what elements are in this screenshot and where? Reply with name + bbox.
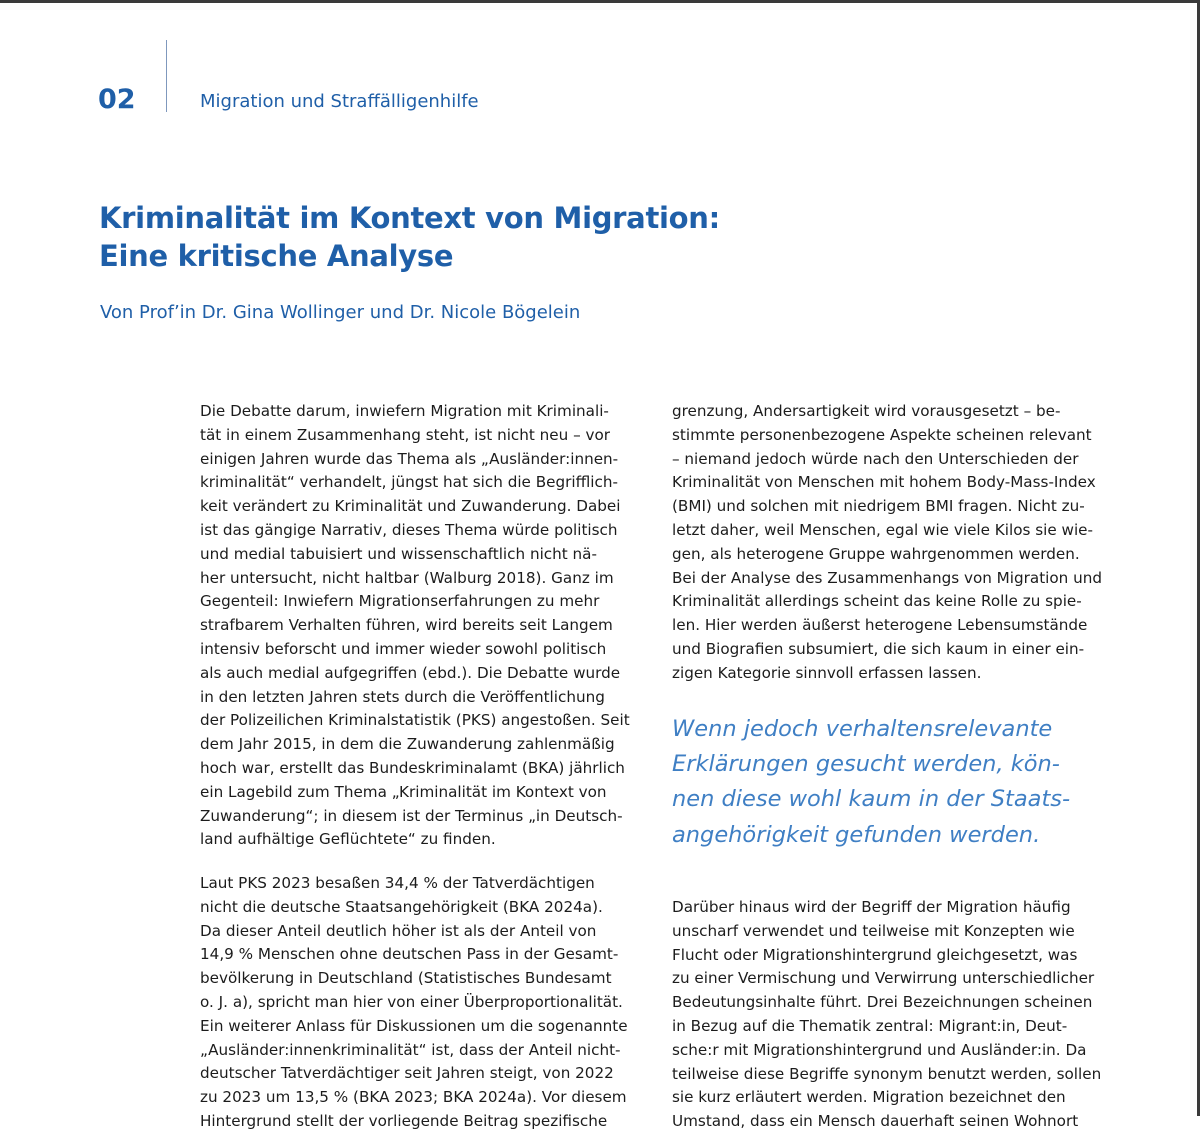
pull-quote-line: Wenn jedoch verhaltensrelevante — [672, 716, 1053, 742]
text-line: Darüber hinaus wird der Begriff der Migration häufig — [672, 898, 1071, 916]
text-line: stimmte personenbezogene Aspekte scheinen relevant — [672, 425, 1092, 444]
header-divider — [166, 40, 167, 112]
text-line: tät in einem Zusammenhang steht, ist nicht neu – vor — [200, 425, 611, 444]
text-line: grenzung, Andersartigkeit wird vorausgesetzt – be- — [672, 402, 1061, 420]
text-line: „Ausländer:innenkriminalität“ ist, dass der Anteil nicht- — [200, 1040, 621, 1059]
text-line: her untersucht, nicht haltbar (Walburg 2018). Ganz im — [200, 568, 614, 587]
text-line: Ein weiterer Anlass für Diskussionen um die sogenannte — [200, 1016, 628, 1035]
pull-quote-line: nen diese wohl kaum in der Staats- — [672, 786, 1071, 813]
right-column-paragraph-1 — [672, 400, 1142, 686]
text-line: (BMI) und solchen mit niedrigem BMI fragen. Nicht zu- — [672, 497, 1085, 516]
text-line: len. Hier werden äußerst heterogene Lebensumstände — [672, 616, 1088, 635]
text-line: zu 2023 um 13,5 % (BKA 2023; BKA 2024a). Vor diesem — [200, 1088, 627, 1107]
text-line: o. J. a), spricht man hier von einer Überproportionalität. — [200, 992, 623, 1011]
text-line: unscharf verwendet und teilweise mit Konzepten wie — [672, 921, 1075, 940]
text-line: ist das gängige Narrativ, dieses Thema würde politisch — [200, 520, 618, 539]
text-line: kriminalität“ verhandelt, jüngst hat sich die Begrifflich- — [200, 473, 618, 492]
text-line: land aufhältige Geflüchtete“ zu finden. — [200, 830, 496, 849]
text-line: einigen Jahren wurde das Thema als „Ausländer:innen- — [200, 449, 619, 468]
text-line: keit verändert zu Kriminalität und Zuwanderung. Dabei — [200, 497, 621, 516]
text-line: Hintergrund stellt der vorliegende Beitrag spezifische — [200, 1111, 608, 1130]
text-line: Die Debatte darum, inwiefern Migration mit Kriminali- — [200, 402, 609, 420]
chapter-title: Migration und Straffälligenhilfe — [200, 91, 479, 112]
text-line: als auch medial aufgegriffen (ebd.). Die Debatte wurde — [200, 663, 621, 682]
chapter-number: 02 — [98, 84, 136, 115]
left-column-paragraph-1 — [200, 400, 640, 852]
text-line: in Bezug auf die Thematik zentral: Migrant:in, Deut- — [672, 1016, 1068, 1035]
text-line: hoch war, erstellt das Bundeskriminalamt (BKA) jährlich — [200, 758, 625, 777]
text-line: Gegenteil: Inwiefern Migrationserfahrungen zu mehr — [200, 592, 600, 611]
right-column-paragraph-2 — [672, 896, 1142, 1134]
text-line: in den letzten Jahren stets durch die Veröffentlichung — [200, 687, 605, 706]
text-line: ein Lagebild zum Thema „Kriminalität im Kontext von — [200, 782, 607, 801]
text-line: der Polizeilichen Kriminalstatistik (PKS) angestoßen. Seit — [200, 711, 630, 730]
text-line: letzt daher, weil Menschen, egal wie viele Kilos sie wie- — [672, 520, 1094, 539]
text-line: Flucht oder Migrationshintergrund gleichgesetzt, was — [672, 945, 1078, 964]
pull-quote — [672, 712, 1132, 853]
top-border-line — [0, 0, 1200, 3]
text-line: sche:r mit Migrationshintergrund und Ausländer:in. Da — [672, 1040, 1087, 1059]
text-line: dem Jahr 2015, in dem die Zuwanderung zahlenmäßig — [200, 735, 615, 754]
article-title-line: Eine kritische Analyse — [99, 239, 454, 273]
text-line: bevölkerung in Deutschland (Statistisches Bundesamt — [200, 969, 612, 988]
text-line: Bei der Analyse des Zusammenhangs von Migration und — [672, 568, 1103, 587]
text-line: gen, als heterogene Gruppe wahrgenommen werden. — [672, 544, 1080, 563]
article-title — [99, 199, 720, 275]
article-title-line: Kriminalität im Kontext von Migration: — [99, 201, 720, 235]
text-line: Kriminalität allerdings scheint das keine Rolle zu spie- — [672, 592, 1082, 611]
text-line: 14,9 % Menschen ohne deutschen Pass in der Gesamt- — [200, 945, 619, 964]
text-line: intensiv beforscht und immer wieder sowohl politisch — [200, 639, 607, 658]
pull-quote-line: angehörigkeit gefunden werden. — [672, 821, 1041, 848]
text-line: und Biografien subsumiert, die sich kaum in einer ein- — [672, 639, 1085, 658]
text-line: nicht die deutsche Staatsangehörigkeit (BKA 2024a). — [200, 897, 603, 916]
pull-quote-line: Erklärungen gesucht werden, kön- — [672, 751, 1060, 778]
text-line: Laut PKS 2023 besaßen 34,4 % der Tatverdächtigen — [200, 874, 595, 892]
text-line: zigen Kategorie sinnvoll erfassen lassen. — [672, 663, 982, 682]
article-authors: Von Prof’in Dr. Gina Wollinger und Dr. Nicole Bögelein — [100, 302, 581, 323]
text-line: zu einer Vermischung und Verwirrung unterschiedlicher — [672, 969, 1095, 988]
text-line: Umstand, dass ein Mensch dauerhaft seinen Wohnort — [672, 1112, 1079, 1131]
text-line: Da dieser Anteil deutlich höher ist als der Anteil von — [200, 921, 597, 940]
text-line: Bedeutungsinhalte führt. Drei Bezeichnungen scheinen — [672, 993, 1093, 1012]
text-line: deutscher Tatverdächtiger seit Jahren steigt, von 2022 — [200, 1064, 614, 1083]
left-column-paragraph-2 — [200, 872, 640, 1134]
text-line: sie kurz erläutert werden. Migration bezeichnet den — [672, 1088, 1066, 1107]
text-line: Kriminalität von Menschen mit hohem Body-Mass-Index — [672, 473, 1096, 492]
text-line: und medial tabuisiert und wissenschaftlich nicht nä- — [200, 544, 597, 563]
text-line: Zuwanderung“; in diesem ist der Terminus „in Deutsch- — [200, 806, 623, 825]
text-line: strafbarem Verhalten führen, wird bereits seit Langem — [200, 616, 613, 635]
text-line: – niemand jedoch würde nach den Unterschieden der — [672, 449, 1079, 468]
text-line: teilweise diese Begriffe synonym benutzt werden, sollen — [672, 1064, 1102, 1083]
